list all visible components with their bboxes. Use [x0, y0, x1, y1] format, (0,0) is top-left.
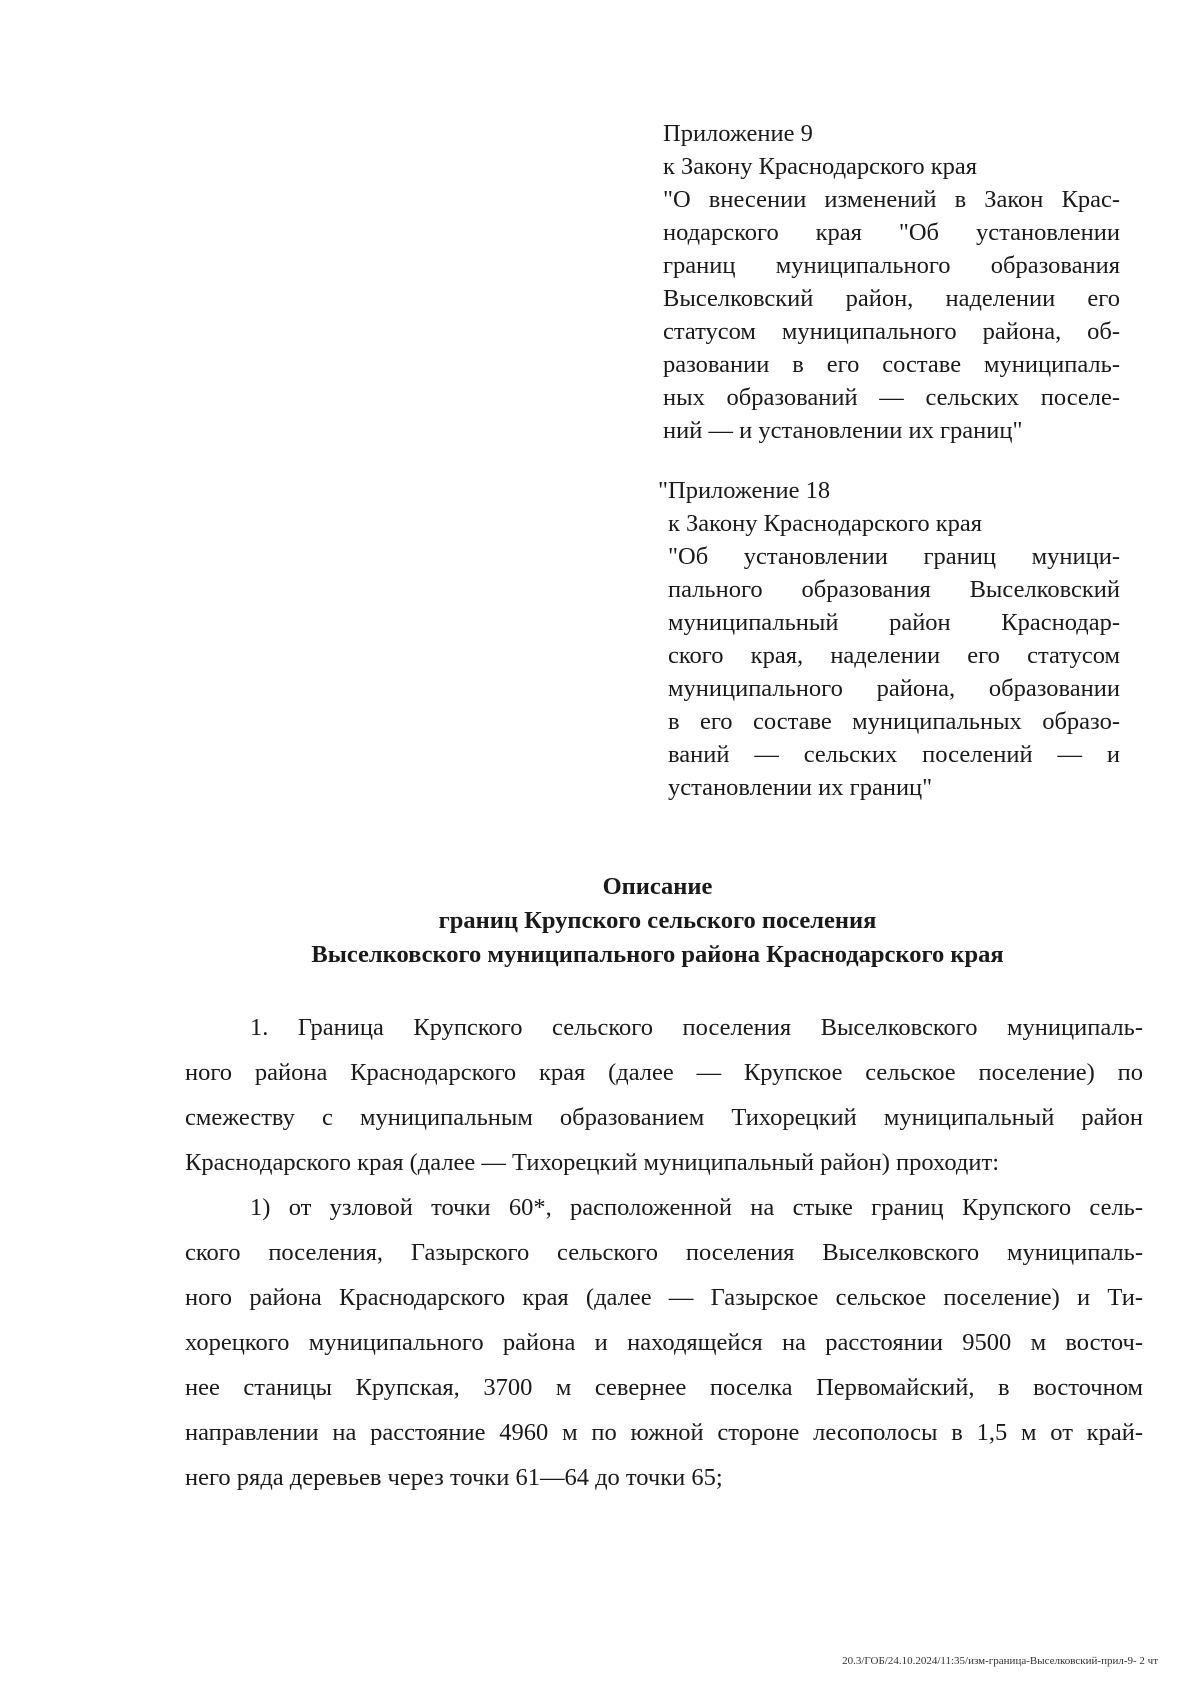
annex-9-line: Выселковский район, наделении его — [663, 285, 1120, 312]
paragraph-line: него ряда деревьев через точки 61—64 до точки 65; — [185, 1464, 723, 1491]
annex-18-line: "Об установлении границ муници- — [668, 543, 1120, 570]
document-body — [185, 1005, 1143, 1500]
paragraph-line: ного района Краснодарского края (далее — Крупское сельское поселение) по — [185, 1059, 1143, 1086]
annex-18-line: "Приложение 18 — [658, 477, 831, 504]
paragraph-line: ного района Краснодарского края (далее — Газырское сельское поселение) и Ти- — [185, 1284, 1143, 1311]
title-line: Описание — [602, 873, 713, 900]
annex-18-line: ваний — сельских поселений — и — [668, 741, 1120, 768]
title-line: границ Крупского сельского поселения — [438, 907, 877, 934]
annex-9-line: "О внесении изменений в Закон Крас- — [663, 186, 1120, 213]
annex-9-line: нодарского края "Об установлении — [663, 219, 1120, 246]
title-line: Выселковского муниципального района Краснодарского края — [311, 941, 1004, 968]
annex-18-header — [658, 474, 1120, 804]
annex-18-line: муниципального района, образовании — [668, 675, 1120, 702]
footer-stamp: 20.3/ГОБ/24.10.2024/11:35/изм-граница-Выселковский-прил-9- 2 чт — [842, 1655, 1158, 1667]
paragraph-line: смежеству с муниципальным образованием Тихорецкий муниципальный район — [185, 1104, 1143, 1131]
annex-18-line: установлении их границ" — [668, 774, 933, 801]
paragraph-line: нее станицы Крупская, 3700 м севернее поселка Первомайский, в восточном — [185, 1374, 1143, 1401]
annex-18-line: к Закону Краснодарского края — [668, 510, 983, 537]
annex-9-line: ний — и установлении их границ" — [663, 417, 1023, 444]
annex-9-line: разовании в его составе муниципаль- — [663, 351, 1120, 378]
annex-9-line: статусом муниципального района, об- — [663, 318, 1120, 345]
paragraph-line: ского поселения, Газырского сельского поселения Выселковского муниципаль- — [185, 1239, 1143, 1266]
paragraph-line: хорецкого муниципального района и находящейся на расстоянии 9500 м восточ- — [185, 1329, 1143, 1356]
annex-18-line: муниципальный район Краснодар- — [668, 609, 1120, 636]
document-title — [0, 870, 1200, 972]
paragraph-line: Краснодарского края (далее — Тихорецкий муниципальный район) проходит: — [185, 1149, 1000, 1176]
paragraph-line: 1. Граница Крупского сельского поселения Выселковского муниципаль- — [250, 1014, 1143, 1041]
annex-18-line: пального образования Выселковский — [668, 576, 1120, 603]
annex-9-line: к Закону Краснодарского края — [663, 153, 978, 180]
annex-9-line: Приложение 9 — [663, 120, 813, 147]
annex-9-line: границ муниципального образования — [663, 252, 1120, 279]
annex-9-header — [663, 117, 1120, 447]
annex-18-line: ского края, наделении его статусом — [668, 642, 1120, 669]
paragraph-line: 1) от узловой точки 60*, расположенной на стыке границ Крупского сель- — [250, 1194, 1143, 1221]
paragraph-line: направлении на расстояние 4960 м по южной стороне лесополосы в 1,5 м от край- — [185, 1419, 1143, 1446]
annex-18-line: в его составе муниципальных образо- — [668, 708, 1120, 735]
annex-9-line: ных образований — сельских поселе- — [663, 384, 1120, 411]
